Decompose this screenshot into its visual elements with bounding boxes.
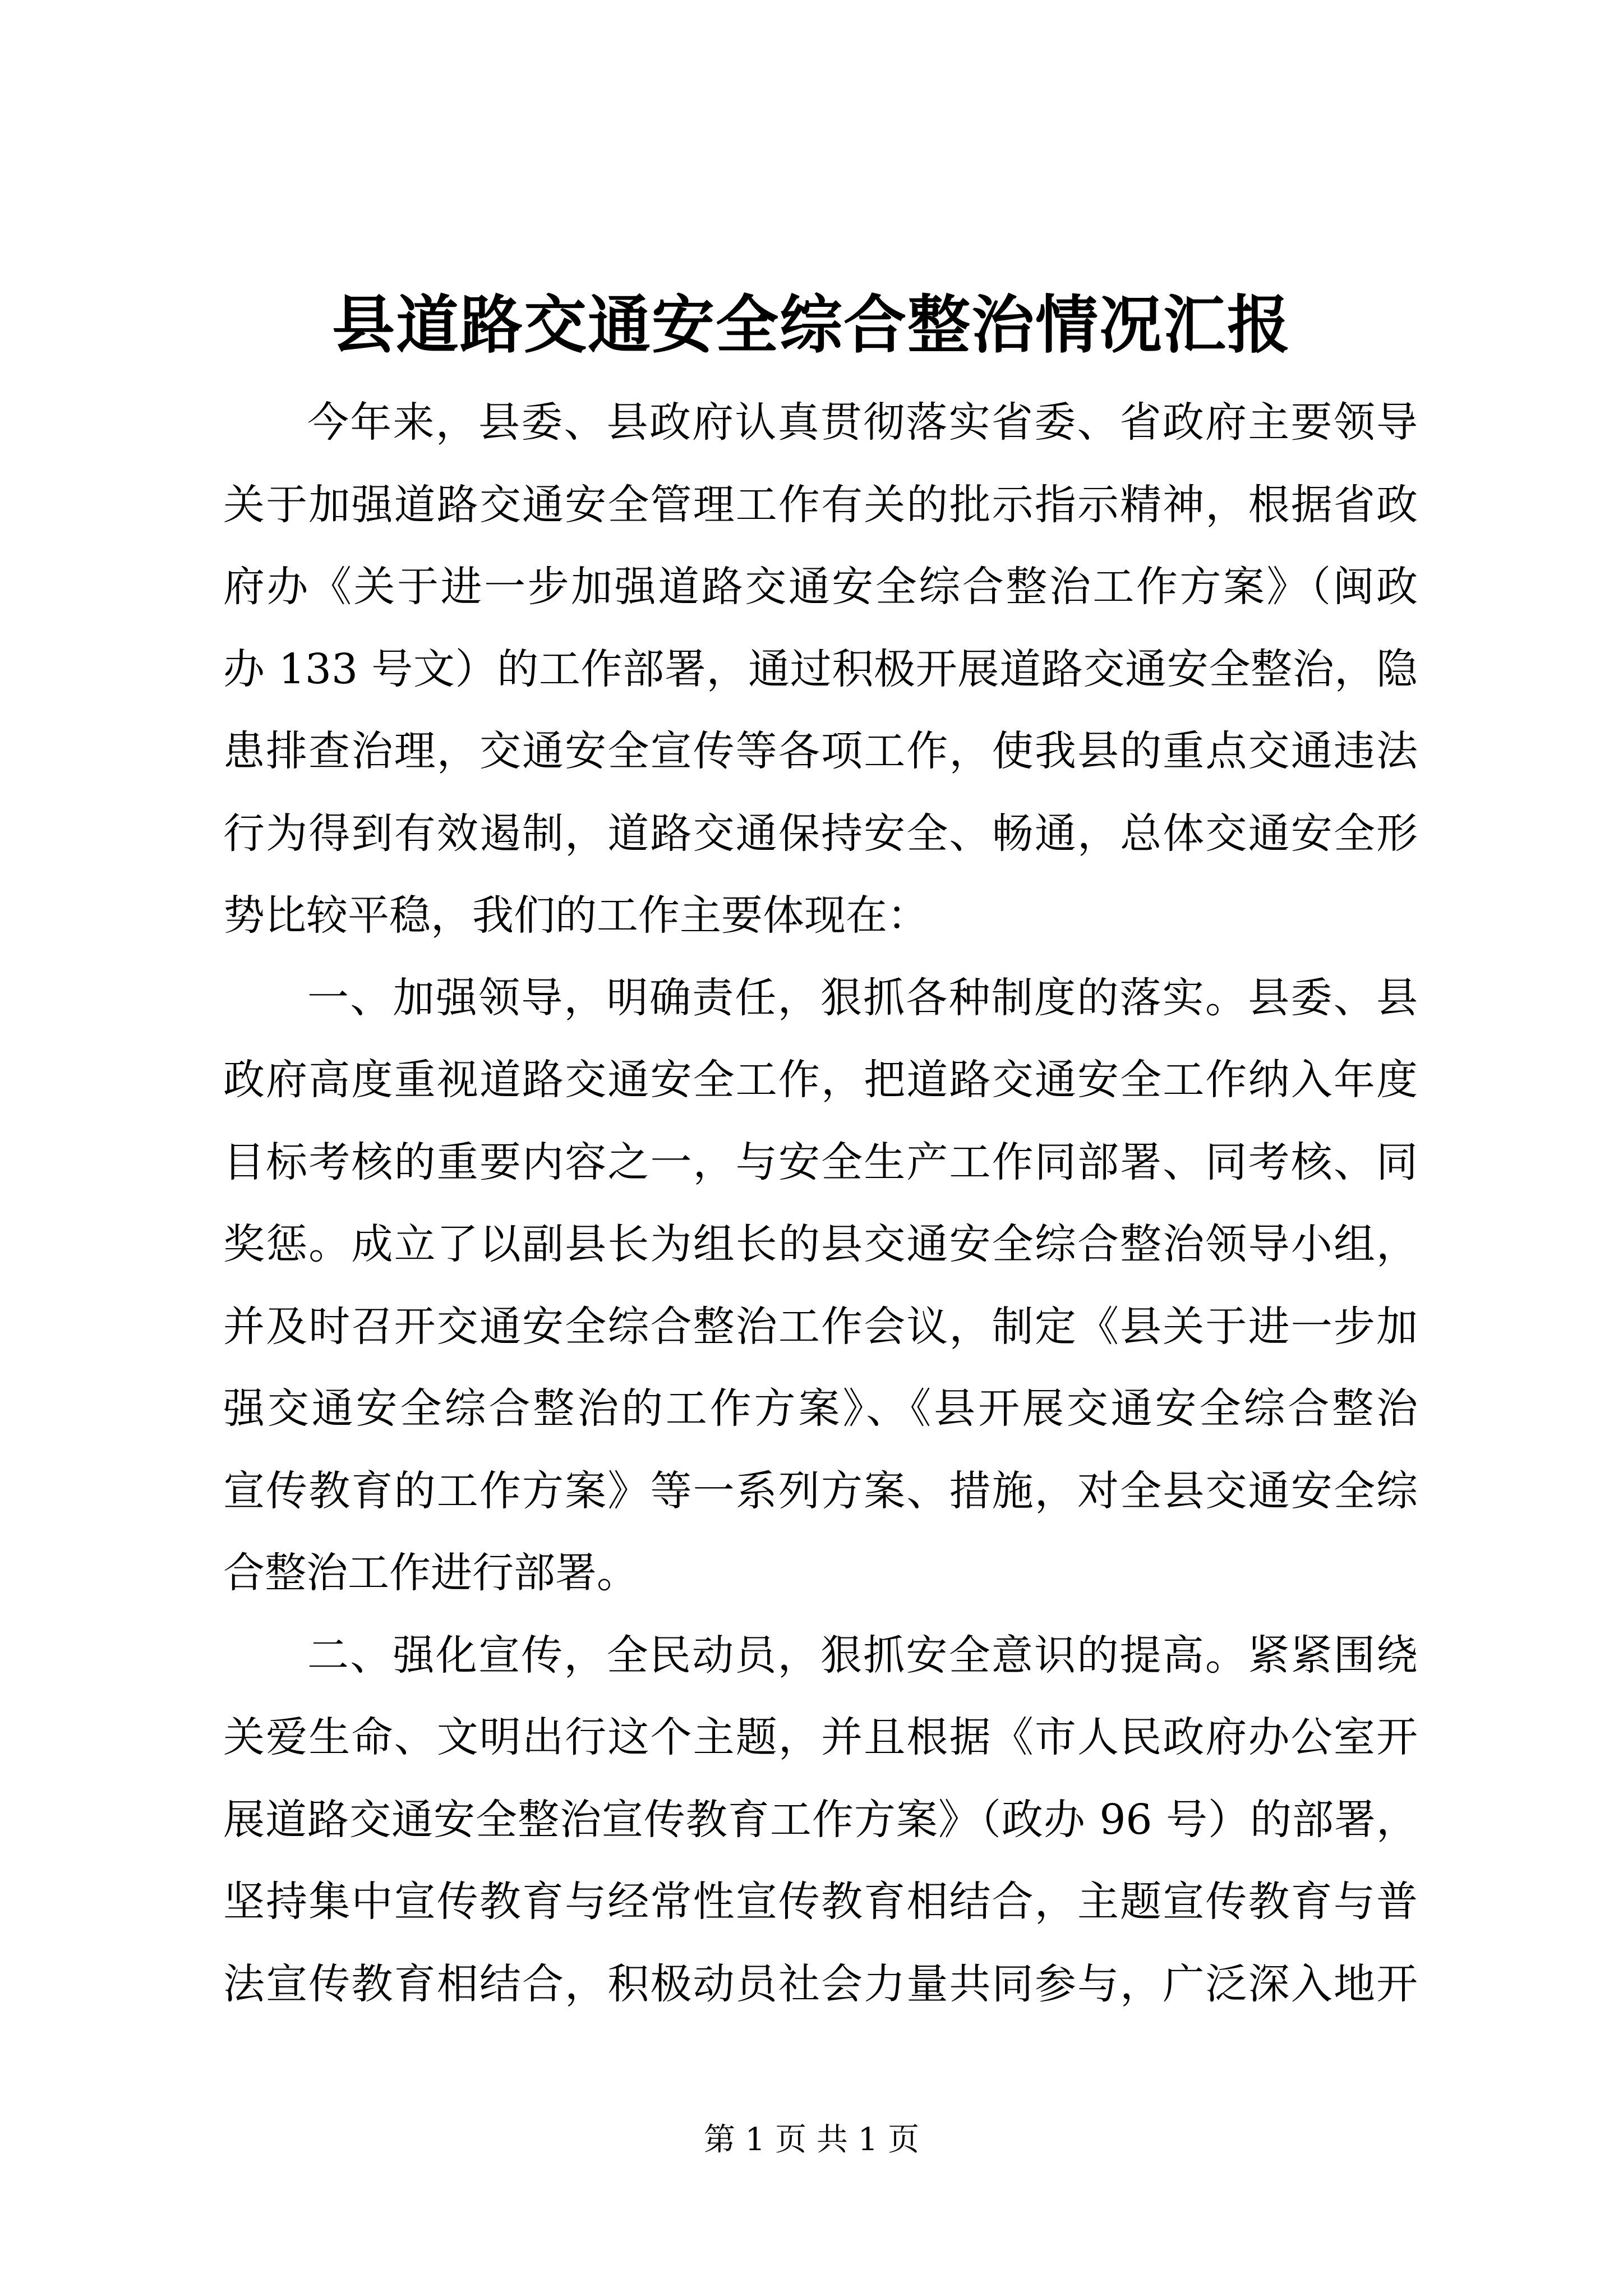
text-line: 合整治工作进行部署。	[223, 1549, 638, 1597]
text-line: 强交通安全综合整治的工作方案》、《县开展交通安全综合整治	[223, 1384, 1418, 1433]
text-line: 一、加强领导，明确责任，狠抓各种制度的落实。县委、县	[307, 973, 1418, 1022]
text-line: 办 133 号文）的工作部署，通过积极开展道路交通安全整治，隐	[223, 645, 1418, 693]
text-line: 关于加强道路交通安全管理工作有关的批示指示精神，根据省政	[223, 480, 1418, 529]
text-line: 今年来，县委、县政府认真贯彻落实省委、省政府主要领导	[307, 398, 1418, 447]
text-line: 二、强化宣传，全民动员，狠抓安全意识的提高。紧紧围绕	[307, 1631, 1418, 1680]
text-line: 目标考核的重要内容之一，与安全生产工作同部署、同考核、同	[223, 1138, 1418, 1186]
text-line: 政府高度重视道路交通安全工作，把道路交通安全工作纳入年度	[223, 1056, 1418, 1104]
text-line: 并及时召开交通安全综合整治工作会议，制定《县关于进一步加	[223, 1302, 1418, 1351]
text-line: 势比较平稳，我们的工作主要体现在：	[223, 891, 929, 940]
text-line: 坚持集中宣传教育与经常性宣传教育相结合，主题宣传教育与普	[223, 1878, 1418, 1926]
text-line: 行为得到有效遏制，道路交通保持安全、畅通，总体交通安全形	[223, 809, 1418, 858]
text-line: 府办《关于进一步加强道路交通安全综合整治工作方案》（闽政	[223, 563, 1418, 611]
page-footer: 第 1 页 共 1 页	[703, 2122, 920, 2158]
text-line: 关爱生命、文明出行这个主题，并且根据《市人民政府办公室开	[223, 1713, 1418, 1761]
text-line: 法宣传教育相结合，积极动员社会力量共同参与，广泛深入地开	[223, 1959, 1418, 2008]
text-line: 展道路交通安全整治宣传教育工作方案》（政办 96 号）的部署，	[223, 1795, 1418, 1844]
document-title: 县道路交通安全综合整治情况汇报	[332, 288, 1291, 362]
document-body	[223, 381, 1418, 2025]
text-line: 宣传教育的工作方案》等一系列方案、措施，对全县交通安全综	[223, 1466, 1418, 1515]
text-line: 患排查治理，交通安全宣传等各项工作，使我县的重点交通违法	[223, 727, 1418, 775]
text-line: 奖惩。成立了以副县长为组长的县交通安全综合整治领导小组，	[223, 1220, 1418, 1268]
